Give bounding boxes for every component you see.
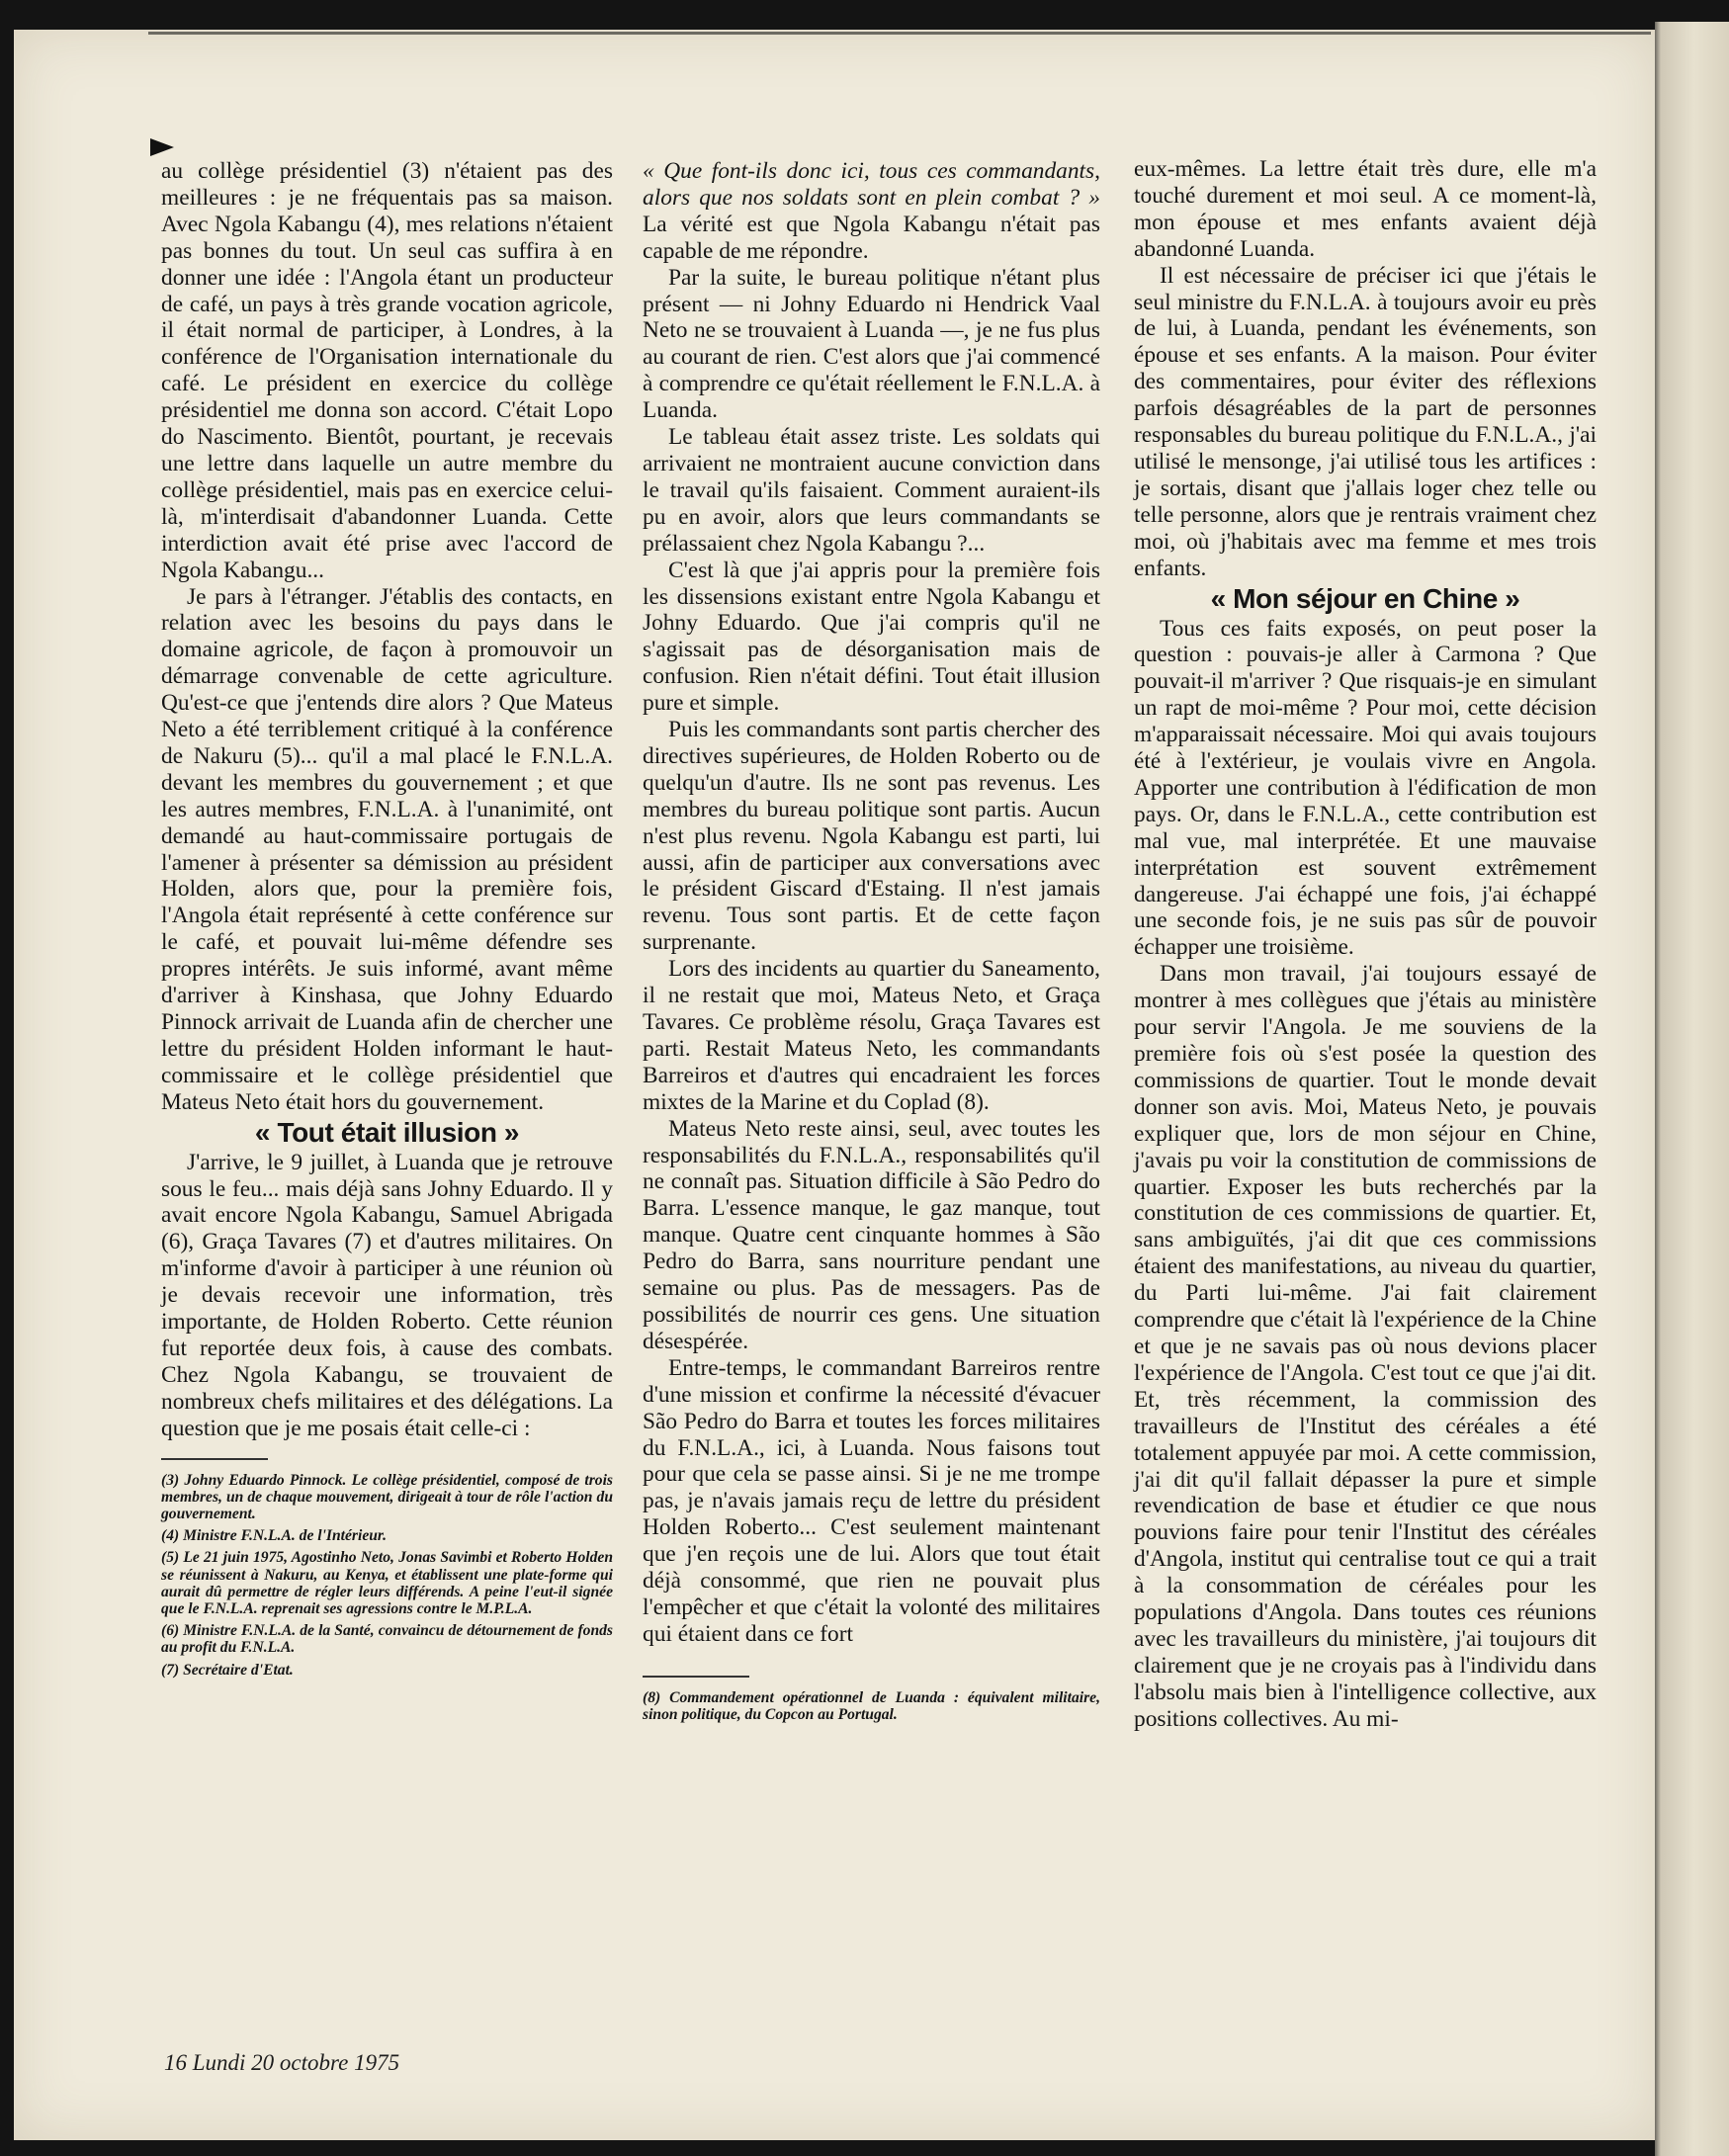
footnotes-column-2 <box>643 1689 1100 1723</box>
footnote-6: (6) Ministre F.N.L.A. de la Santé, convaincu de détournement de fonds au profit du F.N.L.A. <box>161 1622 613 1657</box>
column3-paragraph-1: eux-mêmes. La lettre était très dure, elle m'a touché durement et moi seul. A ce moment-là, mon épouse et mes enfants avaient déjà abandonné Luanda. <box>1134 156 1597 262</box>
text-column-2 <box>643 158 1100 1728</box>
column1-paragraph-1: au collège présidentiel (3) n'étaient pas des meilleures : je ne fréquentais pas sa maison. Avec Ngola Kabangu (4), mes relations n'étaient pas bonnes du tout. Un seul cas suffira à en donner une idée : l'Angola étant un producteur de café, un pays à très grande vocation agricole, il était normal de participer, à Londres, à la conférence de l'Organisation internationale du café. Le président en exercice du collège présidentiel me donna son accord. C'était Lopo do Nascimento. Bientôt, pourtant, je recevais une lettre dans laquelle un autre membre du collège présidentiel, mais pas en exercice celui-là, m'interdisait d'abandonner Luanda. Cette interdiction avait été prise avec l'accord de Ngola Kabangu... <box>161 158 613 583</box>
footnotes-column-1 <box>161 1472 613 1679</box>
subhead-tout-etait-illusion: « Tout était illusion » <box>254 1116 520 1148</box>
text-column-1 <box>161 158 613 1683</box>
footnote-3: (3) Johny Eduardo Pinnock. Le collège présidentiel, composé de trois membres, un de chaque mouvement, dirigeait à tour de rôle l'action du gouvernement. <box>161 1471 613 1522</box>
top-rule <box>148 32 1651 35</box>
column3-paragraph-4: Dans mon travail, j'ai toujours essayé de montrer à mes collègues que j'étais au ministère pour servir l'Angola. Je me souviens de la première fois où s'est posée la question des commissions de quartier. Tout le monde devait donner son avis. Moi, Mateus Neto, je pouvais expliquer que, lors de mon séjour en Chine, j'avais pu voir la constitution de commissions de quartier. Exposer les buts recherchés par la constitution de ces commissions de quartier. Et, sans ambiguïtés, j'ai dit que ces commissions étaient des manifestations, au niveau du quartier, du Parti lui-même. J'ai fait clairement comprendre que c'était là l'expérience de la Chine et que je ne savais pas où nous devions placer l'expérience de l'Angola. C'est tout ce que j'ai dit. Et, très récemment, la commission des travailleurs de l'Institut des céréales a été totalement appuyée par moi. A cette commission, j'ai dit qu'il fallait dépasser la pure et simple revendication de base et étudier ce que nous pouvions faire pour tenir l'Institut des céréales d'Angola, institut qui centralise tout ce qui a trait à la consommation de céréales pour les populations d'Angola. Dans toutes ces réunions avec les travailleurs du ministère, j'ai toujours dit clairement que je ne croyais pas à l'individu dans l'absolu mais bien à l'intelligence collective, aux positions collectives. Au mi- <box>1134 961 1597 1732</box>
column2-paragraph-7: Mateus Neto reste ainsi, seul, avec toutes les responsabilités du F.N.L.A., responsabilités qu'il ne connaît pas. Situation difficile à São Pedro do Barra. L'essence manque, le gaz manque, tout manque. Quatre cent cinquante hommes à São Pedro do Barra, sans nourriture pendant une semaine ou plus. Pas de messagers. Pas de possibilités de nourrir ces gens. Une situation désespérée. <box>643 1115 1100 1354</box>
column3-paragraph-3: Tous ces faits exposés, on peut poser la question : pouvais-je aller à Carmona ? Que pouvait-il m'arriver ? Que risquais-je en simulant un rapt de moi-même ? Pour moi, cette décision m'apparaissait nécessaire. Moi qui avais toujours été à l'extérieur, je voulais vivre en Angola. Apporter une contribution à l'édification de mon pays. Or, dans le F.N.L.A., cette contribution est mal vue, mal interprétée. Et une mauvaise interprétation est souvent extrêmement dangereuse. J'ai échappé une fois, j'ai échappé une seconde fois, je ne suis pas sûr de pouvoir échapper une troisième. <box>1134 615 1597 961</box>
column2-quote: « Que font-ils donc ici, tous ces commandants, alors que nos soldats sont en plein combat ? » <box>643 158 1100 211</box>
column3-paragraph-2: Il est nécessaire de préciser ici que j'étais le seul ministre du F.N.L.A. à toujours avoir eu près de lui, à Luanda, pendant les événements, son épouse et ses enfants. A la maison. Pour éviter des commentaires, pour éviter des réflexions parfois désagréables de la part de personnes responsables du bureau politique du F.N.L.A., j'ai utilisé le mensonge, j'ai utilisé tous les artifices : je sortais, disant que j'allais loger chez telle ou telle personne, alors que je rentrais vraiment chez moi, où j'habitais avec ma femme et mes trois enfants. <box>1134 262 1597 581</box>
column1-paragraph-3: J'arrive, le 9 juillet, à Luanda que je retrouve sous le feu... mais déjà sans Johny Eduardo. Il y avait encore Ngola Kabangu, Samuel Abrigada (6), Graça Tavares (7) et d'autres militaires. On m'informe d'avoir à participer à une réunion où je devais recevoir une information, très importante, de Holden Roberto. Cette réunion fut reportée deux fois, à cause des combats. Chez Ngola Kabangu, se trouvaient de nombreux chefs militaires et des délégations. La question que je me posais était celle-ci : <box>161 1149 613 1441</box>
continuation-arrow-icon <box>150 138 174 158</box>
column2-paragraph-2: Par la suite, le bureau politique n'étant plus présent — ni Johny Eduardo ni Hendrick Vaal Neto ne se trouvaient à Luanda —, je ne fus plus au courant de rien. C'est alors que j'ai commencé à comprendre ce qu'était réellement le F.N.L.A. à Luanda. <box>643 264 1100 424</box>
text-column-3 <box>1134 156 1597 1733</box>
page-folio: 16 Lundi 20 octobre 1975 <box>164 2050 400 2075</box>
column2-paragraph-3: Le tableau était assez triste. Les soldats qui arrivaient ne montraient aucune conviction dans le travail qu'ils faisaient. Comment auraient-ils pu en avoir, alors que leurs commandants se prélassaient chez Ngola Kabangu ?... <box>643 424 1100 557</box>
column2-paragraph-1-rest: La vérité est que Ngola Kabangu n'était pas capable de me répondre. <box>643 211 1100 264</box>
column2-paragraph-8: Entre-temps, le commandant Barreiros rentre d'une mission et confirme la nécessité d'évacuer São Pedro do Barra et toutes les forces militaires du F.N.L.A., ici, à Luanda. Nous faisons tout pour que cela se passe ainsi. Si je ne me trompe pas, je n'avais jamais reçu de lettre du président Holden Roberto... C'est seulement maintenant que j'en reçois une de lui. Alors que tout était déjà consommé, que rien ne pouvait plus l'empêcher et que c'était la volonté des militaires qui étaient dans ce fort <box>643 1354 1100 1647</box>
footnote-7: (7) Secrétaire d'Etat. <box>161 1661 294 1679</box>
footnote-rule <box>643 1676 749 1678</box>
footnote-rule <box>161 1458 268 1460</box>
subhead-mon-sejour-en-chine: « Mon séjour en Chine » <box>1210 582 1520 614</box>
column1-paragraph-2: Je pars à l'étranger. J'établis des contacts, en relation avec les besoins du pays dans le domaine agricole, de façon à promouvoir un démarrage convenable de cette agriculture. Qu'est-ce que j'entends dire alors ? Que Mateus Neto a été terriblement critiqué à la conférence de Nakuru (5)... qu'il a mal placé le F.N.L.A. devant les membres du gouvernement ; et que les autres membres, F.N.L.A. à l'unanimité, ont demandé au haut-commissaire portugais de l'amener à présenter sa démission au président Holden, alors que, pour la première fois, l'Angola était représenté à cette conférence sur le café, et pouvait lui-même défendre ses propres intérêts. Je suis informé, avant même d'arriver à Kinshasa, que Johny Eduardo Pinnock arrivait de Luanda afin de chercher une lettre du président Holden informant le haut-commissaire et le collège présidentiel que Mateus Neto était hors du gouvernement. <box>161 583 613 1115</box>
footnote-4: (4) Ministre F.N.L.A. de l'Intérieur. <box>161 1527 388 1545</box>
column2-paragraph-6: Lors des incidents au quartier du Saneamento, il ne restait que moi, Mateus Neto, et Graça Tavares. Ce problème résolu, Graça Tavares est parti. Restait Mateus Neto, les commandants Barreiros et d'autres qui encadraient les forces mixtes de la Marine et du Coplad (8). <box>643 956 1100 1115</box>
page-binding-edge <box>1655 22 1729 2156</box>
footnote-8: (8) Commandement opérationnel de Luanda : équivalent militaire, sinon politique, du Copcon au Portugal. <box>643 1688 1100 1723</box>
column2-paragraph-5: Puis les commandants sont partis chercher des directives supérieures, de Holden Roberto ou de quelqu'un d'autre. Ils ne sont pas revenus. Les membres du bureau politique sont partis. Aucun n'est plus revenu. Ngola Kabangu est parti, lui aussi, afin de participer aux conversations avec le président Giscard d'Estaing. Il n'est jamais revenu. Tous sont partis. Et de cette façon surprenante. <box>643 717 1100 956</box>
column2-paragraph-4: C'est là que j'ai appris pour la première fois les dissensions existant entre Ngola Kabangu et Johny Eduardo. Que j'ai compris qu'il ne s'agissait pas de désorganisation mais de confusion. Rien n'était défini. Tout était illusion pure et simple. <box>643 557 1100 717</box>
column2-paragraph-1 <box>643 158 1100 265</box>
footnote-5: (5) Le 21 juin 1975, Agostinho Neto, Jonas Savimbi et Roberto Holden se réunissent à Nakuru, au Kenya, et établissent une plate-forme qui aurait dû permettre de régler leurs différends. A peine l'eut-il signée que le F.N.L.A. reprenait ses agressions contre le M.P.L.A. <box>161 1549 613 1618</box>
